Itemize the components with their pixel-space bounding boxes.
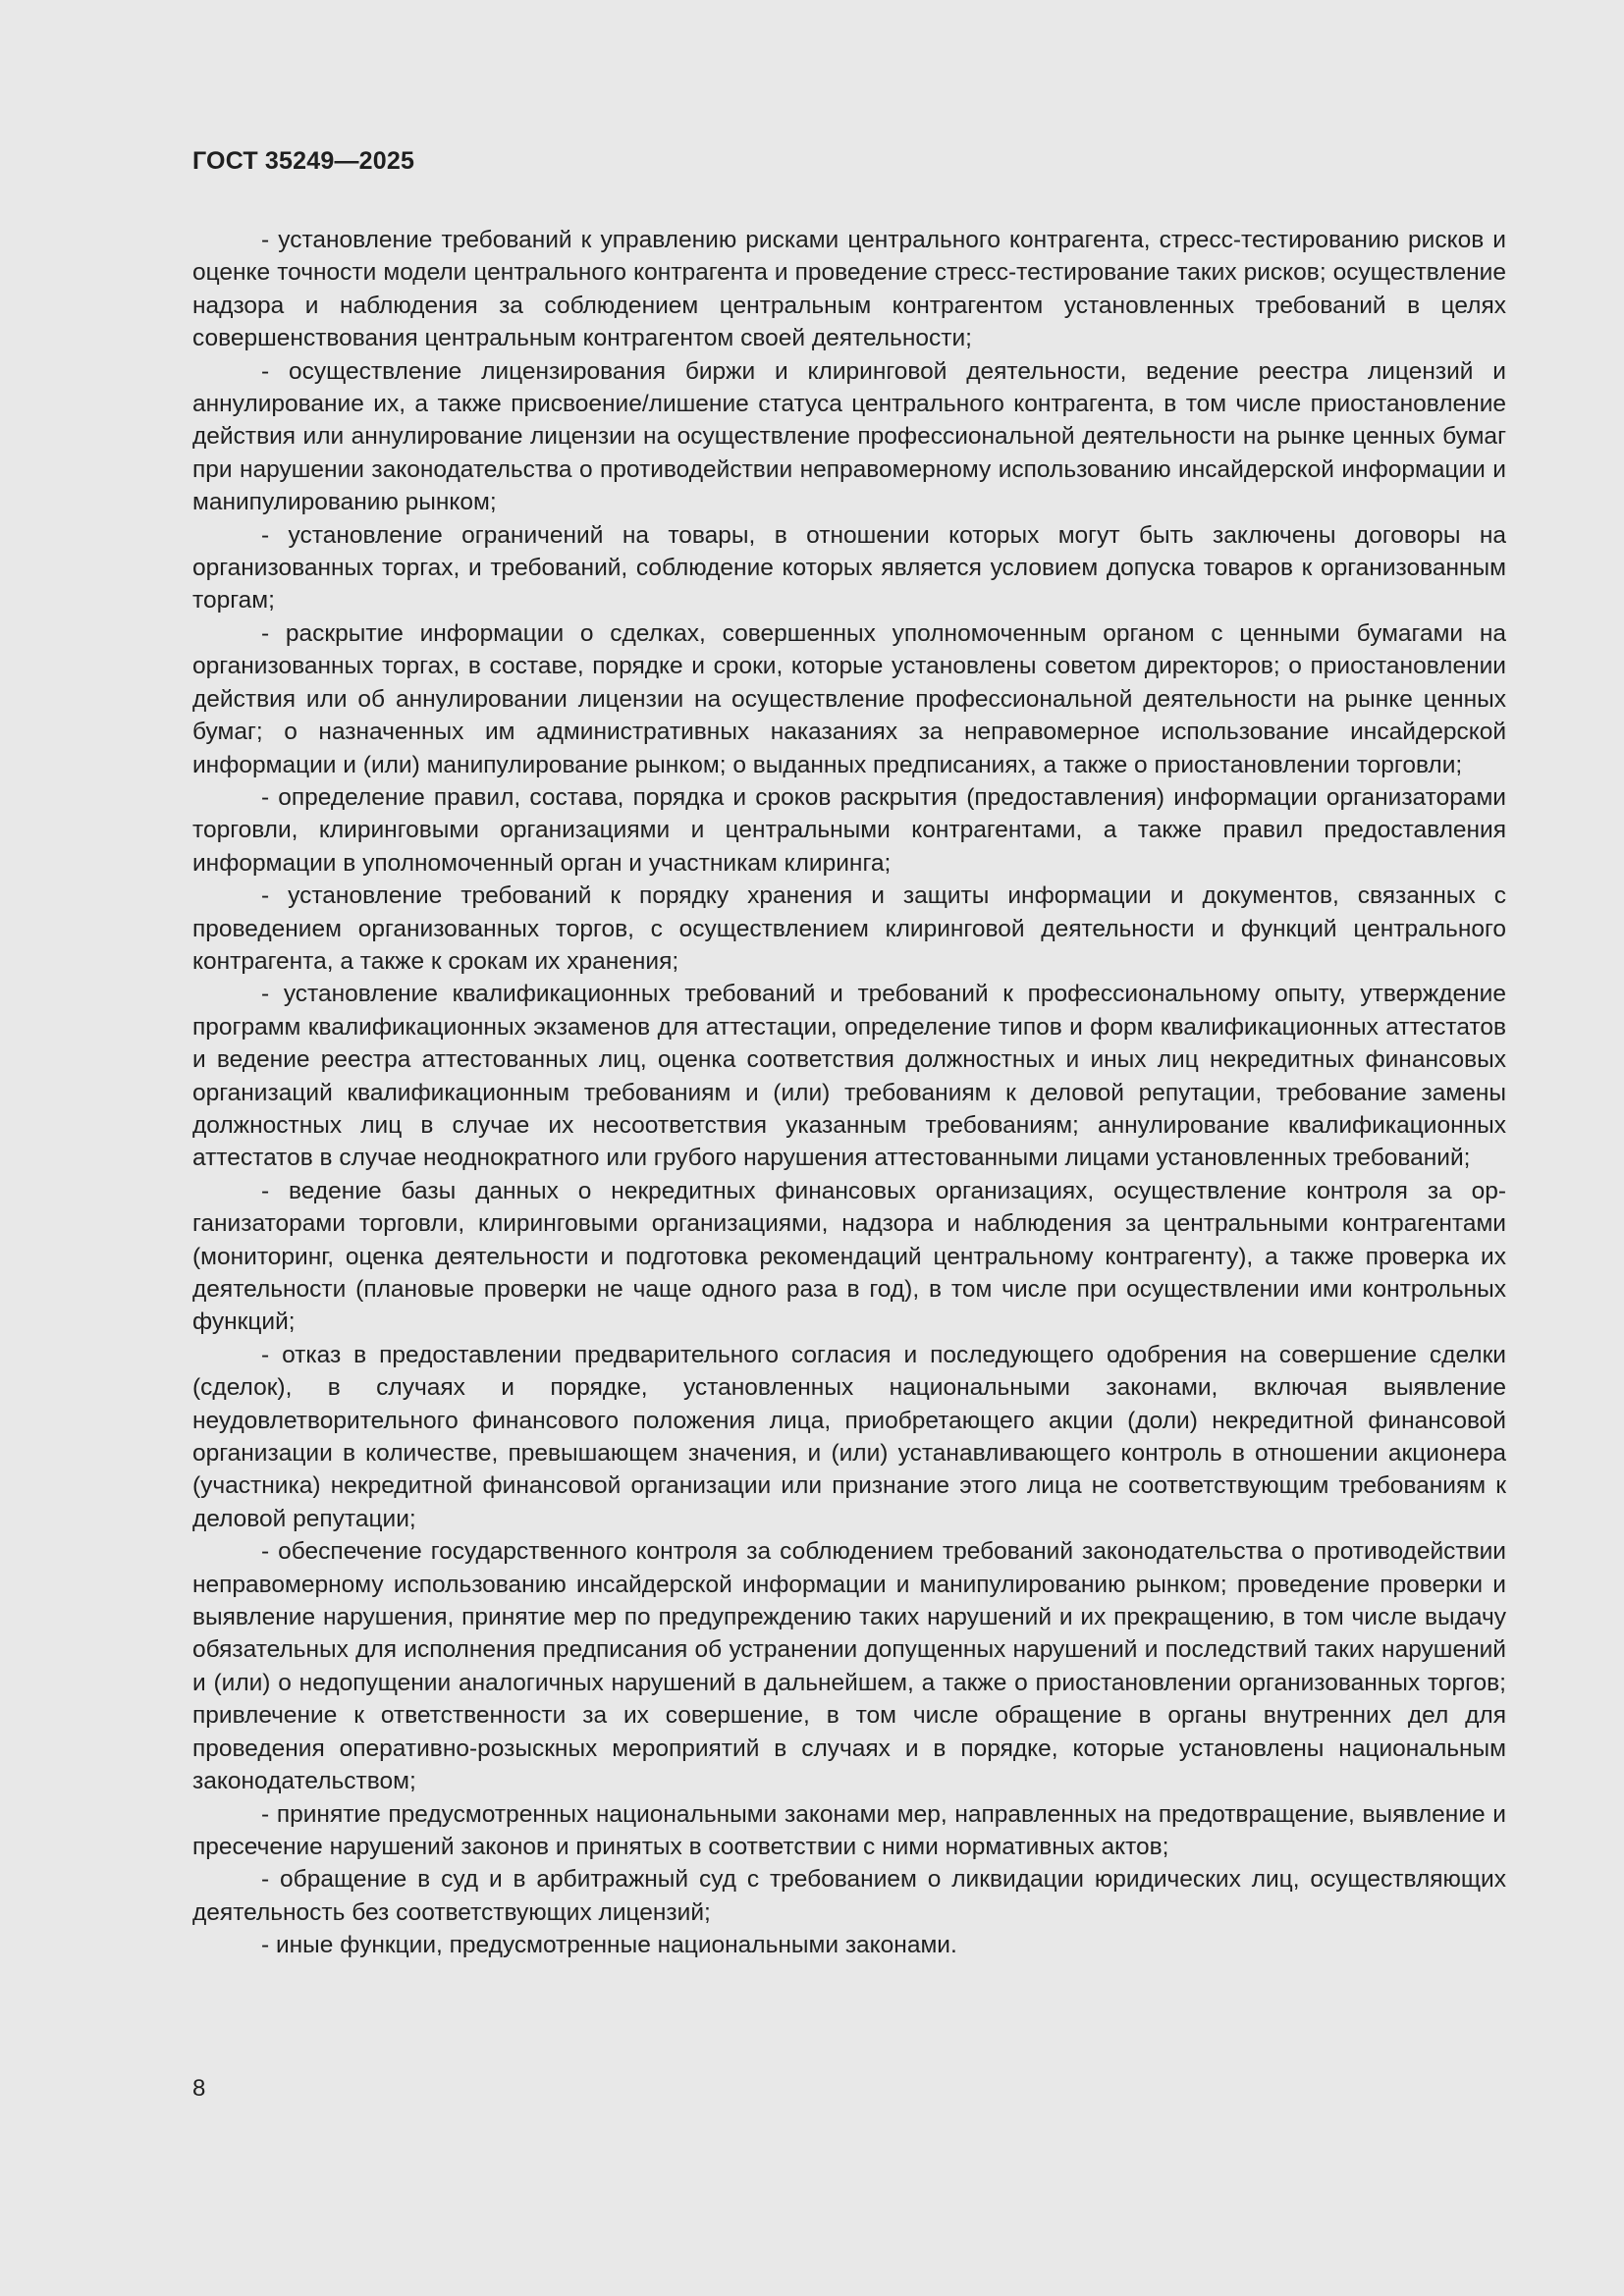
list-item-paragraph: - установление требований к управлению рисками центрального контрагента, стресс-тестированию рисков и оценке точности модели центрального контрагента и проведение стресс-тестирование таких рисков; осуществление надзора и наблюдения за соблюдением центральным контрагентом установленных требований в целях совершенствования центральным контрагентом своей деятельности;: [192, 227, 1506, 352]
list-item-paragraph: - осуществление лицензирования биржи и клиринговой деятельности, ведение реестра лицензий и аннулирование их, а также присвоение/лишение статуса центрального контрагента, в том числе приостановление действия или аннулирование лицензии на осуществление профессиональной деятельности на рынке ценных бумаг при нарушении законодательства о противодействии неправомерному использованию инсайдерской информации и манипулированию рынком;: [192, 357, 1506, 516]
list-item-paragraph: - установление квалификационных требований и требований к профессиональному опыту, утверждение программ квалификационных экзаменов для аттестации, определение типов и форм квалификационных аттестатов и ведение реестра аттестованных лиц, оценка соответствия должностных и иных лиц некредитных финансовых организаций квалификационным требованиям и (или) требованиям к деловой репутации, требование замены должностных лиц в случае их несоответствия указанным требованиям; аннулирование квалификационных аттестатов в случае неоднократного или грубого нарушения аттестованными лицами установленных требований;: [192, 981, 1506, 1172]
list-item-paragraph: - отказ в предоставлении предварительного согласия и последующего одобрения на совершение сделки (сделок), в случаях и порядке, установленных национальными законами, включая выявление неудовлетворительного финансового положения лица, приобретающего акции (доли) некредитной финансовой организации в количестве, превышающем значения, и (или) устанавливающего контроль в отношении акционера (участника) некредитной финансовой организации или признание этого лица не соответствующим требованиям к деловой репутации;: [192, 1341, 1506, 1532]
list-item-paragraph: - принятие предусмотренных национальными законами мер, направленных на предотвращение, выявление и пресечение нарушений законов и принятых в соответствии с ними нормативных актов;: [192, 1800, 1506, 1860]
list-item-paragraph: - обращение в суд и в арбитражный суд с требованием о ликвидации юридических лиц, осуществляющих деятельность без соответствующих лицензий;: [192, 1866, 1506, 1926]
document-body: [192, 224, 1506, 1962]
list-item-paragraph: - иные функции, предусмотренные национальными законами.: [261, 1932, 957, 1959]
list-item-paragraph: - установление ограничений на товары, в отношении которых могут быть заключены договоры на организованных торгах, и требований, соблюдение которых является условием допуска товаров к организованным торгам;: [192, 521, 1506, 614]
page-number: 8: [192, 2075, 206, 2102]
list-item-paragraph: - раскрытие информации о сделках, совершенных уполномоченным органом с ценными бумагами на организованных торгах, в составе, порядке и сроки, которые установлены советом директоров; о приостановлении действия или об аннулировании лицензии на осуществление профессиональной деятельности на рынке ценных бумаг; о назначенных им административных наказаниях за неправомерное использование инсайдерской информации и (или) манипулирование рынком; о выданных предписаниях, а также о приостановлении торговли;: [192, 619, 1506, 778]
standard-number-header: ГОСТ 35249—2025: [192, 147, 415, 175]
list-item-paragraph: - установление требований к порядку хранения и защиты информации и документов, связанных с проведением организованных торгов, с осуществлением клиринговой деятельности и функций центрального контрагента, а также к срокам их хранения;: [192, 882, 1506, 975]
list-item-paragraph: - определение правил, состава, порядка и сроков раскрытия (предоставления) информации организаторами торговли, клиринговыми организациями и центральными контрагентами, а также правил предоставления информации в уполномоченный орган и участникам клиринга;: [192, 783, 1506, 877]
list-item-paragraph: - обеспечение государственного контроля за соблюдением требований законодательства о противодействии неправомерному использованию инсайдерской информации и манипулированию рынком; проведение проверки и выявление нарушения, принятие мер по предупреждению таких нарушений и их прекращению, в том числе выдачу обязательных для исполнения предписания об устранении допущенных нарушений и последствий таких нарушений и (или) о недопущении аналогичных нарушений в дальнейшем, а также о приостановлении организованных торгов; привлечение к ответственности за их совершение, в том числе обращение в органы внутренних дел для проведения оперативно-розыскных мероприятий в случаях и в порядке, которые установлены национальным законодательством;: [192, 1538, 1506, 1795]
list-item-paragraph: - ведение базы данных о некредитных финансовых организациях, осуществление контроля за организаторами торговли, клиринговыми организациями, надзора и наблюдения за центральными контрагентами (мониторинг, оценка деятельности и подготовка рекомендаций центральному контрагенту), а также проверка их деятельности (плановые проверки не чаще одного раза в год), в том числе при осуществлении ими контрольных функций;: [192, 1177, 1506, 1336]
